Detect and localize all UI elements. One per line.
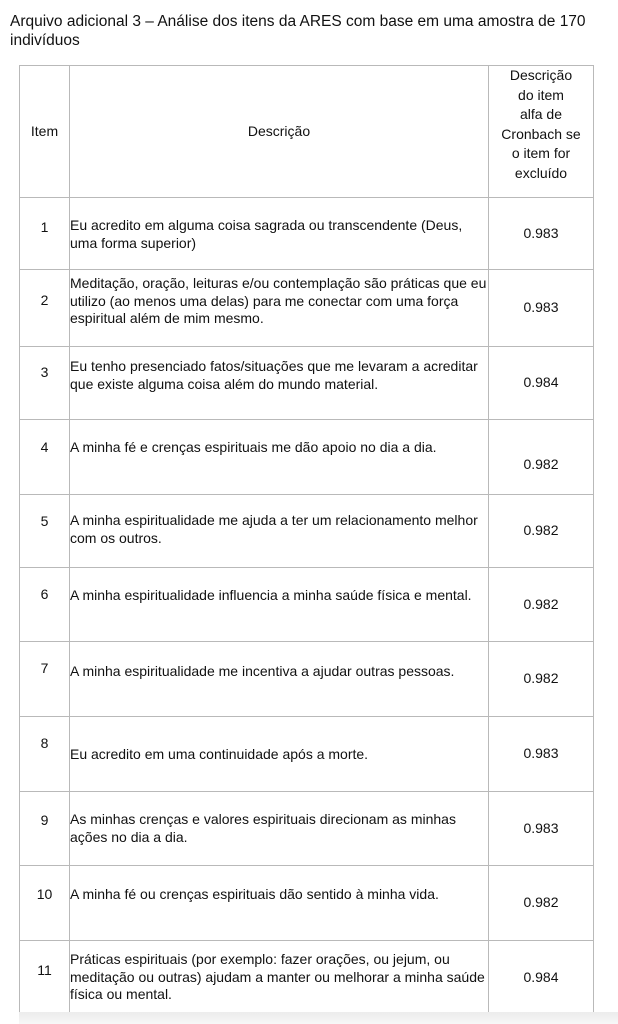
- item-alpha: 0.982: [489, 866, 594, 941]
- item-description: A minha espiritualidade influencia a minha saúde física e mental.: [70, 568, 489, 642]
- header-item: Item: [20, 66, 70, 198]
- table-row: [20, 420, 594, 495]
- item-description: Eu acredito em uma continuidade após a morte.: [70, 717, 489, 792]
- table-row: [20, 568, 594, 642]
- item-alpha: 0.982: [489, 642, 594, 717]
- item-description: A minha fé e crenças espirituais me dão apoio no dia a dia.: [70, 420, 489, 495]
- table-caption: Arquivo adicional 3 – Análise dos itens da ARES com base em uma amostra de 170 indivíduos: [10, 13, 586, 49]
- item-alpha: 0.984: [489, 941, 594, 1016]
- item-alpha: 0.982: [489, 420, 594, 495]
- table-row: [20, 717, 594, 792]
- header-row: [20, 66, 594, 198]
- item-alpha: 0.983: [489, 792, 594, 866]
- table-row: [20, 347, 594, 420]
- item-number: 5: [20, 495, 70, 568]
- item-number: 11: [20, 941, 70, 1016]
- header-description: Descrição: [70, 66, 489, 198]
- item-number: 4: [20, 420, 70, 495]
- item-number: 7: [20, 642, 70, 717]
- header-alpha-line: excluído: [514, 164, 568, 181]
- item-number: 3: [20, 347, 70, 420]
- item-alpha: 0.984: [489, 347, 594, 420]
- item-number: 1: [20, 198, 70, 270]
- item-alpha: 0.983: [489, 270, 594, 347]
- item-number: 8: [20, 717, 70, 792]
- table-row: [20, 198, 594, 270]
- header-alpha-line: Descrição: [509, 67, 573, 83]
- item-number: 9: [20, 792, 70, 866]
- item-alpha: 0.983: [489, 717, 594, 792]
- item-description: Meditação, oração, leituras e/ou contemplação são práticas que eu utilizo (ao menos uma delas) para me conectar com uma força espiritual além de mim mesmo.: [70, 270, 489, 347]
- item-number: 2: [20, 270, 70, 347]
- item-description: Eu acredito em alguma coisa sagrada ou transcendente (Deus, uma forma superior): [70, 198, 489, 270]
- header-alpha-line: alfa de: [519, 106, 563, 123]
- table-row: [20, 642, 594, 717]
- item-description: As minhas crenças e valores espirituais direcionam as minhas ações no dia a dia.: [70, 792, 489, 866]
- item-alpha: 0.982: [489, 495, 594, 568]
- header-alpha: [489, 66, 594, 198]
- item-description: A minha espiritualidade me ajuda a ter um relacionamento melhor com os outros.: [70, 495, 489, 568]
- item-description: Práticas espirituais (por exemplo: fazer orações, ou jejum, ou meditação ou outras) ajudam a manter ou melhorar a minha saúde física ou mental.: [70, 941, 489, 1016]
- item-description: Eu tenho presenciado fatos/situações que me levaram a acreditar que existe alguma coisa além do mundo material.: [70, 347, 489, 420]
- table-row: [20, 941, 594, 1016]
- item-description: A minha espiritualidade me incentiva a ajudar outras pessoas.: [70, 642, 489, 717]
- item-alpha: 0.982: [489, 568, 594, 642]
- header-alpha-line: Cronbach se: [501, 125, 581, 142]
- table-row: [20, 495, 594, 568]
- table-row: [20, 792, 594, 866]
- header-alpha-line: do item: [518, 86, 564, 103]
- table-row: [20, 866, 594, 941]
- item-alpha: 0.983: [489, 198, 594, 270]
- item-number: 10: [20, 866, 70, 941]
- header-alpha-line: o item for: [511, 145, 571, 162]
- page-bottom-shade: [19, 1012, 618, 1024]
- table-row: [20, 270, 594, 347]
- ares-items-table: [19, 65, 594, 1016]
- item-description: A minha fé ou crenças espirituais dão sentido à minha vida.: [70, 866, 489, 941]
- item-number: 6: [20, 568, 70, 642]
